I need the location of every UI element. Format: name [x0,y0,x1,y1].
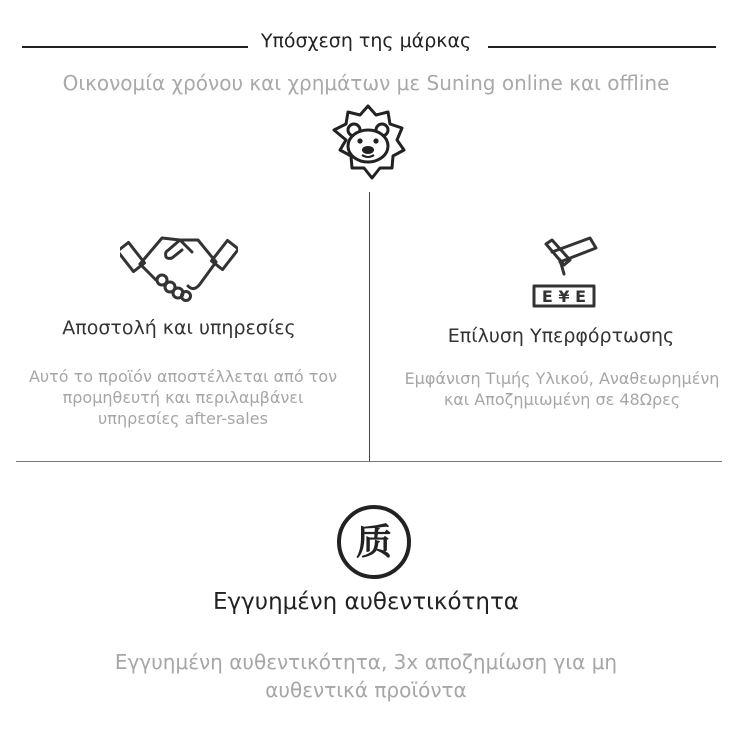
overcharge-resolution-title: Επίλυση Υπερφόρτωσης [447,325,675,347]
quality-seal-icon [334,502,414,582]
horizontal-divider [16,461,722,462]
section-subtitle: Οικονομία χρόνου και χρημάτων με Suning online και offline [62,71,670,95]
lion-mascot-icon [326,102,410,182]
svg-text:E ¥ E: E ¥ E [541,287,587,306]
vertical-divider [369,192,370,462]
overcharge-resolution-description: Εμφάνιση Τιμής Υλικού, Αναθεωρημένη και Αποζημιωμένη σε 48Ωρες [404,369,720,409]
svg-text:质: 质 [355,522,393,563]
authenticity-title: Εγγυημένη αυθεντικότητα [213,589,519,615]
handshake-icon [120,222,238,304]
gavel-yen-icon [526,234,602,312]
section-title: Υπόσχεση της μάρκας [0,30,732,52]
shipping-service-title: Αποστολή και υπηρεσίες [62,317,296,339]
shipping-service-description: Αυτό το προϊόν αποστέλλεται από τον προμηθευτή και περιλαμβάνει υπηρεσίες after-sales [28,367,338,428]
authenticity-description: Εγγυημένη αυθεντικότητα, 3x αποζημίωση για μη αυθεντικά προϊόντα [114,650,618,702]
